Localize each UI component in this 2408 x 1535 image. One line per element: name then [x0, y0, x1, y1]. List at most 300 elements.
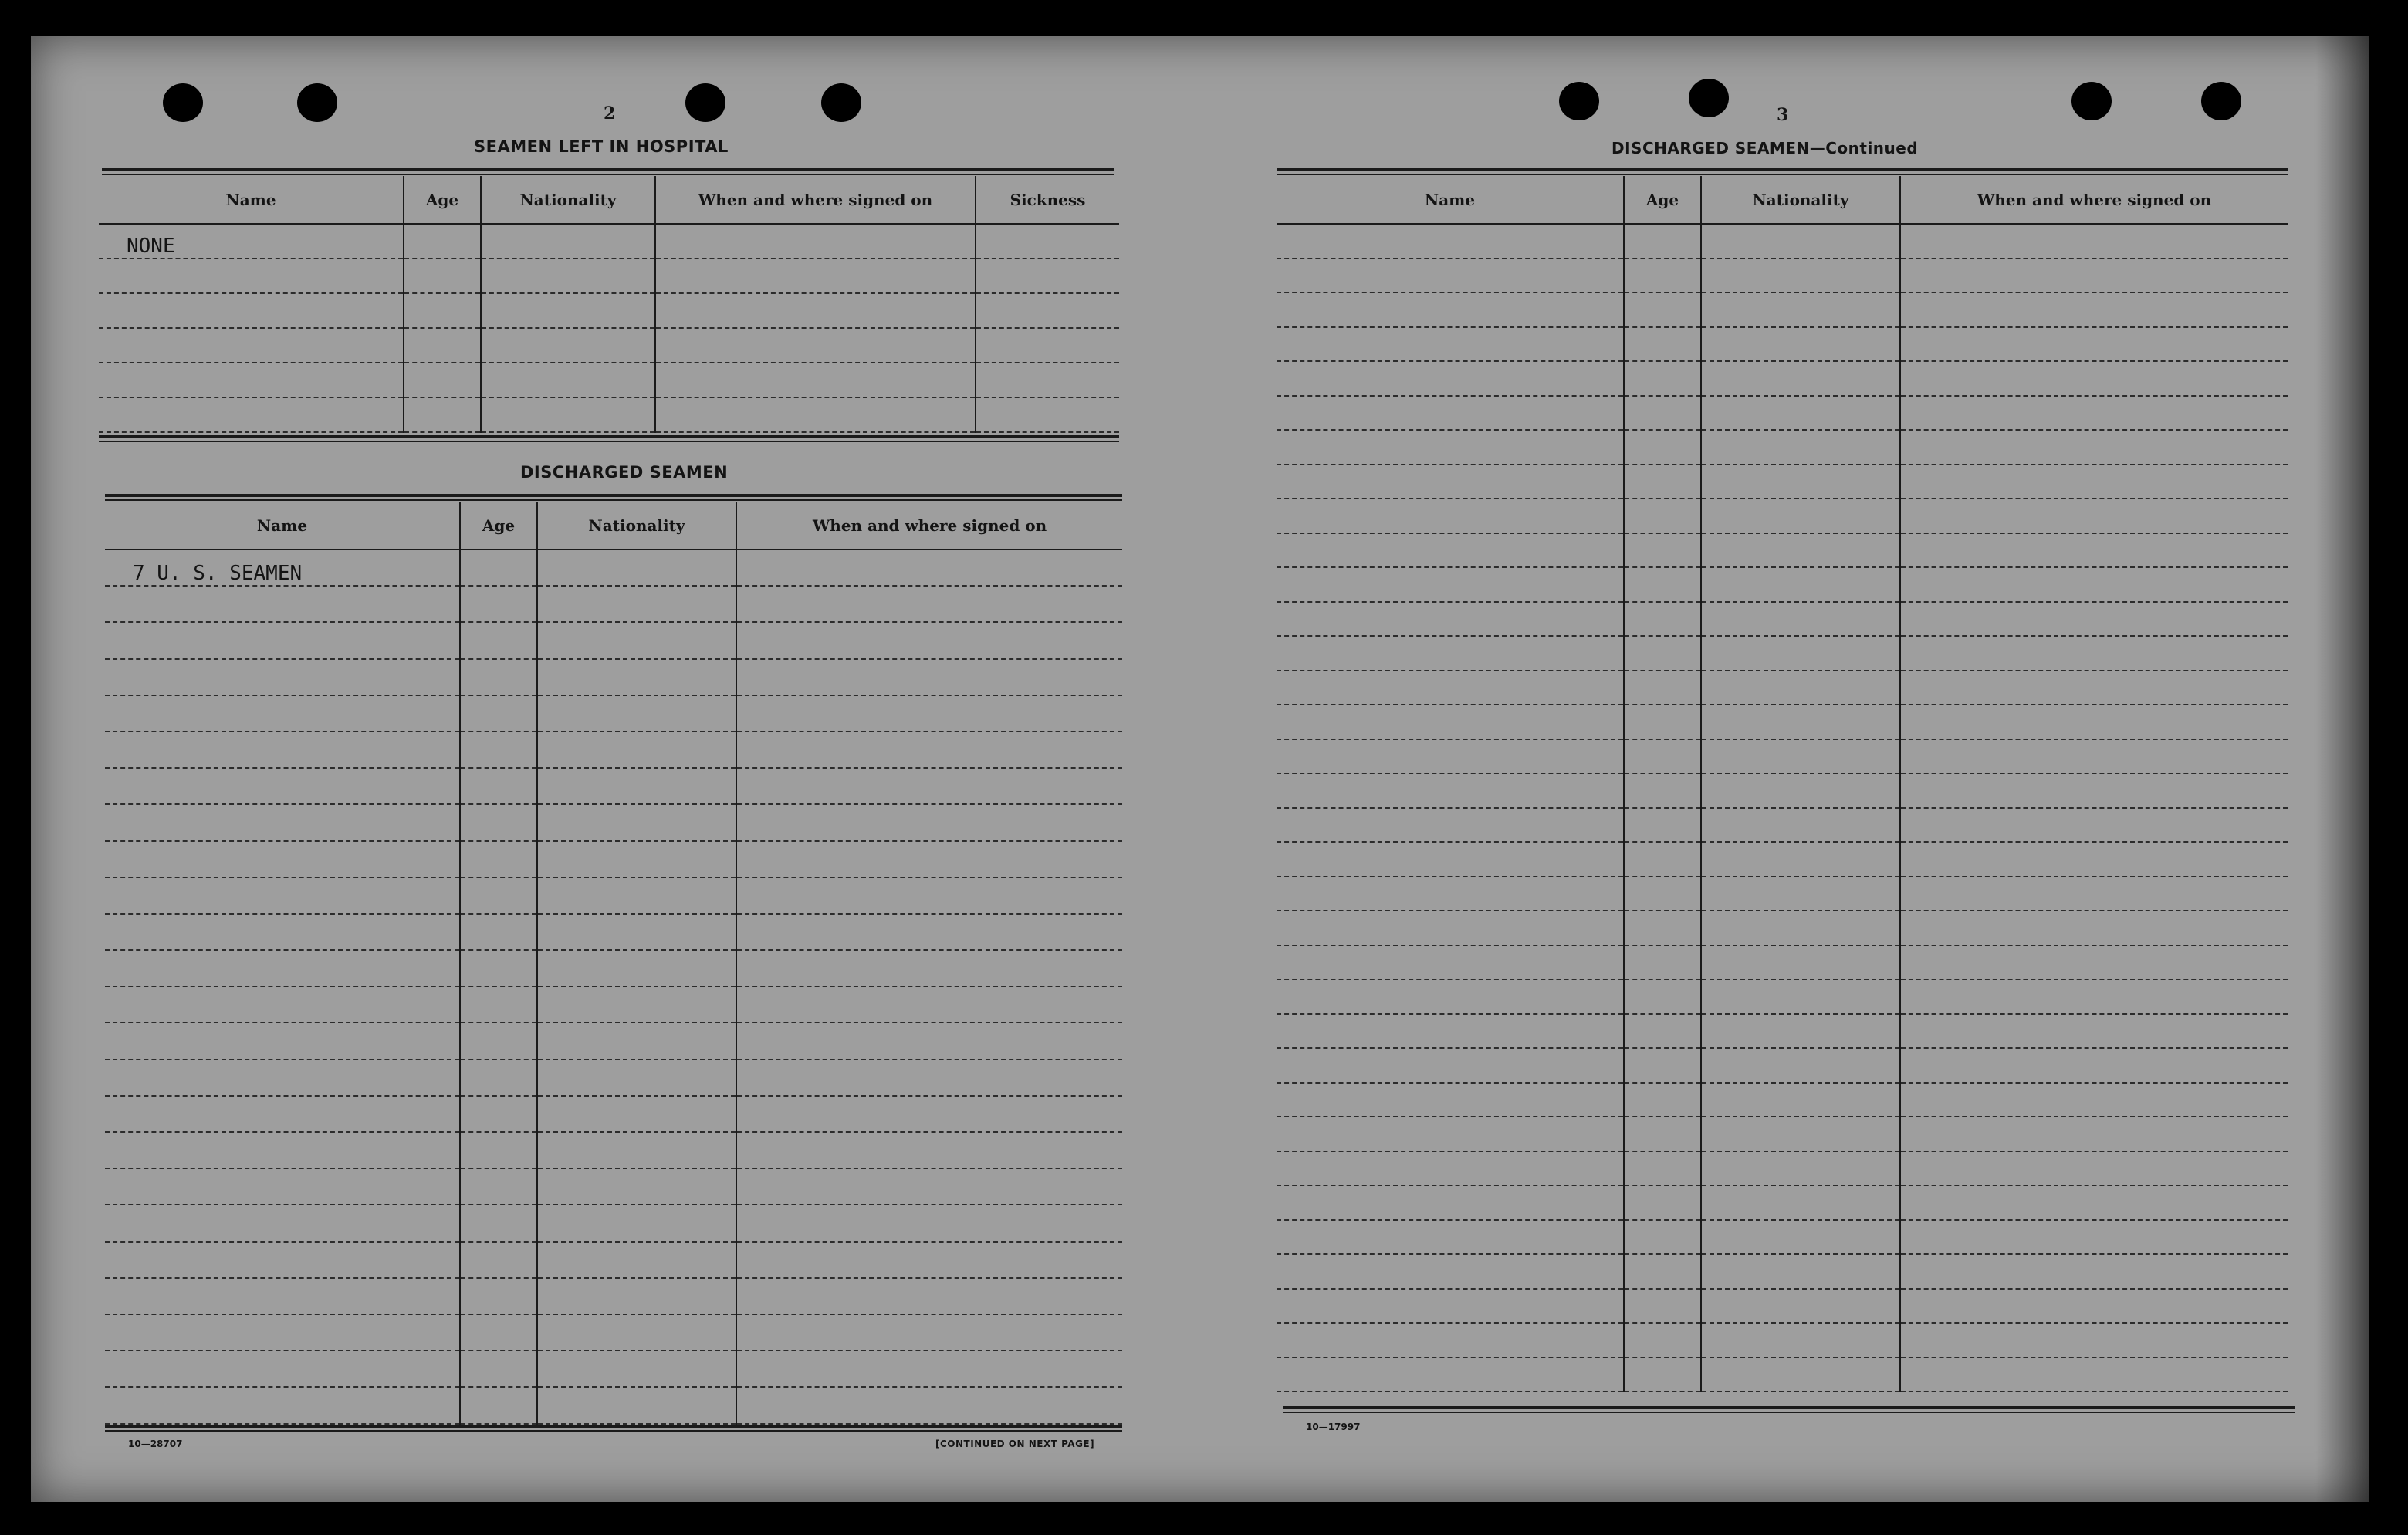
table-cell [105, 1132, 460, 1168]
table-cell [481, 293, 655, 328]
table-cell [105, 768, 460, 804]
table-cell [655, 328, 976, 363]
table-cell [1701, 465, 1900, 499]
table-row [1277, 499, 2288, 533]
table-row [1277, 945, 2288, 980]
table-cell [1277, 567, 1624, 602]
table-row [1277, 911, 2288, 945]
table-row [105, 1096, 1122, 1132]
table-cell [537, 1205, 736, 1241]
table-cell [736, 1314, 1122, 1351]
table-cell [1624, 1117, 1701, 1151]
table-cell [1701, 1254, 1900, 1289]
table-cell [1701, 808, 1900, 843]
table-cell [1900, 430, 2288, 465]
discharged-table-header [105, 502, 1122, 549]
table-cell [655, 293, 976, 328]
table-cell [460, 586, 537, 622]
section-title-hospital: SEAMEN LEFT IN HOSPITAL [474, 137, 729, 156]
table-row [1277, 842, 2288, 877]
table-cell [1701, 911, 1900, 945]
table-row [1277, 1254, 2288, 1289]
table-cell [537, 986, 736, 1023]
table-cell [460, 914, 537, 950]
table-cell [460, 1096, 537, 1132]
table-cell [481, 397, 655, 432]
table-cell [460, 1278, 537, 1314]
table-cell [736, 1132, 1122, 1168]
table-cell [736, 1060, 1122, 1096]
table-cell [537, 877, 736, 914]
table-row [1277, 739, 2288, 774]
table-row [99, 293, 1119, 328]
table-row [105, 695, 1122, 732]
column-header: When and where signed on [736, 502, 1122, 549]
table-cell [976, 293, 1119, 328]
table-cell [404, 397, 481, 432]
table-cell [1277, 533, 1624, 568]
table-cell [537, 1314, 736, 1351]
table-cell [537, 1096, 736, 1132]
table-cell [1900, 1151, 2288, 1186]
table-row [1277, 1117, 2288, 1151]
table-row [105, 1387, 1122, 1423]
table-cell [481, 224, 655, 259]
table-row [105, 1314, 1122, 1351]
table-cell [1277, 1254, 1624, 1289]
table-cell [1277, 705, 1624, 739]
table-row [99, 363, 1119, 397]
table-cell [99, 363, 404, 397]
table-cell [105, 1278, 460, 1314]
table-row [105, 1242, 1122, 1278]
punch-hole [297, 83, 337, 122]
table-cell [1624, 773, 1701, 808]
discharged-continued-table-header [1277, 176, 2288, 224]
table-cell [537, 1387, 736, 1423]
table-cell [1701, 499, 1900, 533]
table-cell [404, 328, 481, 363]
table-cell [1701, 1083, 1900, 1117]
table-cell [1277, 1220, 1624, 1255]
table-cell [460, 1132, 537, 1168]
column-header: Age [1624, 176, 1701, 224]
table-cell [1624, 259, 1701, 293]
table-cell [537, 1242, 736, 1278]
table-cell [736, 950, 1122, 986]
table-cell [736, 1023, 1122, 1059]
table-cell [537, 622, 736, 658]
form-code-left: 10—28707 [128, 1439, 183, 1449]
table-cell [481, 328, 655, 363]
table-cell [1624, 671, 1701, 705]
table-row [105, 804, 1122, 840]
table-cell [1277, 842, 1624, 877]
table-cell [1900, 1048, 2288, 1083]
table-cell [105, 1242, 460, 1278]
table-row [1277, 1220, 2288, 1255]
table-cell [537, 695, 736, 732]
table-cell [105, 804, 460, 840]
table-cell [1277, 259, 1624, 293]
table-cell [1900, 292, 2288, 327]
table-cell [1277, 1117, 1624, 1151]
column-header: Nationality [1701, 176, 1900, 224]
table-cell [1900, 1083, 2288, 1117]
table-cell [1624, 465, 1701, 499]
table-cell [1277, 945, 1624, 980]
table-cell [1624, 396, 1701, 431]
table-row [1277, 1048, 2288, 1083]
table-cell [1624, 911, 1701, 945]
table-cell [460, 1168, 537, 1205]
table-cell [460, 768, 537, 804]
table-cell [1277, 808, 1624, 843]
table-cell [1624, 430, 1701, 465]
table-cell [537, 841, 736, 877]
table-cell [537, 586, 736, 622]
table-cell [1701, 1014, 1900, 1049]
section-rule [105, 1425, 1122, 1432]
table-cell [537, 1168, 736, 1205]
table-row [1277, 533, 2288, 568]
table-cell [1624, 636, 1701, 671]
table-row [1277, 224, 2288, 259]
table-row [1277, 465, 2288, 499]
table-cell [105, 950, 460, 986]
section-rule [1277, 168, 2288, 175]
table-cell [736, 841, 1122, 877]
table-cell [537, 1060, 736, 1096]
table-cell [460, 622, 537, 658]
table-row [105, 622, 1122, 658]
table-cell [105, 986, 460, 1023]
table-row [1277, 979, 2288, 1014]
column-header: Nationality [537, 502, 736, 549]
table-cell [1277, 602, 1624, 637]
table-row [1277, 1185, 2288, 1220]
table-cell [105, 1096, 460, 1132]
table-cell [1624, 1185, 1701, 1220]
table-cell [1701, 1289, 1900, 1324]
table-row [105, 549, 1122, 586]
section-title-suffix: —Continued [1809, 139, 1919, 157]
table-cell [655, 397, 976, 432]
table-cell [105, 1023, 460, 1059]
table-cell [655, 259, 976, 293]
table-cell [460, 1387, 537, 1423]
table-cell [1624, 808, 1701, 843]
table-cell [1624, 877, 1701, 911]
table-cell [1277, 361, 1624, 396]
table-cell [1900, 773, 2288, 808]
table-cell [1624, 1323, 1701, 1357]
table-cell [1701, 567, 1900, 602]
table-cell [460, 986, 537, 1023]
table-cell [1701, 1048, 1900, 1083]
table-row [99, 259, 1119, 293]
table-row [1277, 361, 2288, 396]
column-header: Name [105, 502, 460, 549]
table-row [105, 986, 1122, 1023]
column-header: Age [404, 176, 481, 224]
table-cell [537, 768, 736, 804]
table-cell [736, 1351, 1122, 1387]
table-cell [1624, 1083, 1701, 1117]
table-cell [1624, 1220, 1701, 1255]
table-cell [105, 659, 460, 695]
column-header: Age [460, 502, 537, 549]
table-cell [736, 914, 1122, 950]
table-cell [1900, 739, 2288, 774]
table-cell [1701, 1117, 1900, 1151]
table-cell [460, 1242, 537, 1278]
continued-note: [CONTINUED ON NEXT PAGE] [935, 1439, 1095, 1449]
table-cell [1701, 1323, 1900, 1357]
column-header: Sickness [976, 176, 1119, 224]
table-cell [736, 695, 1122, 732]
table-cell [460, 695, 537, 732]
table-cell [736, 1242, 1122, 1278]
table-cell [105, 1168, 460, 1205]
table-cell [736, 732, 1122, 768]
table-row [1277, 1289, 2288, 1324]
table-cell [1900, 945, 2288, 980]
table-cell [1701, 533, 1900, 568]
punch-hole [1559, 82, 1599, 120]
table-cell [1900, 224, 2288, 259]
table-cell [1624, 292, 1701, 327]
table-cell [1701, 1220, 1900, 1255]
table-row [105, 877, 1122, 914]
table-row [105, 659, 1122, 695]
punch-hole [1689, 79, 1729, 117]
table-cell [655, 363, 976, 397]
table-cell [1900, 499, 2288, 533]
table-cell [1277, 1083, 1624, 1117]
table-cell [1900, 602, 2288, 637]
table-row [105, 586, 1122, 622]
table-row [105, 841, 1122, 877]
table-row [105, 1351, 1122, 1387]
table-cell [1277, 1323, 1624, 1357]
table-cell [1701, 259, 1900, 293]
table-cell [976, 397, 1119, 432]
table-row [1277, 327, 2288, 362]
table-cell [1900, 567, 2288, 602]
table-cell: 7 U. S. SEAMEN [105, 549, 460, 586]
table-row [1277, 1083, 2288, 1117]
table-cell [736, 1168, 1122, 1205]
table-cell [1277, 1151, 1624, 1186]
table-cell [1701, 1185, 1900, 1220]
table-cell [1701, 327, 1900, 362]
table-row [1277, 877, 2288, 911]
table-cell [460, 549, 537, 586]
table-cell [736, 586, 1122, 622]
table-cell [1701, 396, 1900, 431]
table-row [105, 1023, 1122, 1059]
table-cell [1701, 979, 1900, 1014]
column-header: Name [1277, 176, 1624, 224]
table-row [105, 1060, 1122, 1096]
table-cell [537, 659, 736, 695]
table-row [1277, 292, 2288, 327]
table-cell [1900, 259, 2288, 293]
table-cell [404, 224, 481, 259]
table-cell [1624, 945, 1701, 980]
table-cell [976, 363, 1119, 397]
table-cell [105, 1314, 460, 1351]
table-cell [1277, 224, 1624, 259]
table-cell [1900, 979, 2288, 1014]
table-row [1277, 671, 2288, 705]
table-cell [1624, 842, 1701, 877]
table-cell [1624, 1289, 1701, 1324]
table-cell [736, 768, 1122, 804]
punch-hole [2071, 82, 2112, 120]
table-cell [1624, 602, 1701, 637]
table-cell [1277, 739, 1624, 774]
table-cell [1624, 361, 1701, 396]
column-header: Nationality [481, 176, 655, 224]
table-cell [736, 549, 1122, 586]
table-cell [1277, 499, 1624, 533]
table-cell [1624, 327, 1701, 362]
table-cell [460, 1023, 537, 1059]
table-cell [1277, 1289, 1624, 1324]
table-cell [1900, 1014, 2288, 1049]
table-cell [460, 804, 537, 840]
table-cell [1900, 671, 2288, 705]
table-row [105, 1278, 1122, 1314]
section-title-text: DISCHARGED SEAMEN [1612, 139, 1810, 157]
table-cell [1624, 705, 1701, 739]
table-cell [655, 224, 976, 259]
table-row [99, 397, 1119, 432]
table-cell [105, 622, 460, 658]
table-row [1277, 1151, 2288, 1186]
table-cell [537, 914, 736, 950]
table-cell [1277, 1014, 1624, 1049]
table-cell [537, 549, 736, 586]
table-row [105, 950, 1122, 986]
column-header: When and where signed on [1900, 176, 2288, 224]
section-rule [105, 494, 1122, 501]
table-cell [105, 1205, 460, 1241]
page-number-right: 3 [1777, 105, 1789, 125]
table-cell [460, 659, 537, 695]
table-cell [1701, 1357, 1900, 1392]
punch-hole [821, 83, 861, 122]
table-cell [1900, 1117, 2288, 1151]
table-cell [460, 1060, 537, 1096]
section-title-discharged-continued [1612, 139, 1918, 157]
table-cell [105, 1351, 460, 1387]
table-cell [736, 986, 1122, 1023]
table-cell [976, 224, 1119, 259]
table-cell [1900, 1323, 2288, 1357]
table-cell [1701, 636, 1900, 671]
table-cell [1900, 1220, 2288, 1255]
table-cell [1277, 1048, 1624, 1083]
table-cell [1277, 430, 1624, 465]
table-row [1277, 602, 2288, 637]
table-row [105, 1168, 1122, 1205]
table-cell [537, 950, 736, 986]
table-cell [1900, 705, 2288, 739]
table-row [1277, 567, 2288, 602]
table-cell [1624, 979, 1701, 1014]
table-cell [976, 328, 1119, 363]
table-cell [1701, 877, 1900, 911]
table-row [99, 328, 1119, 363]
table-row [1277, 1014, 2288, 1049]
table-cell [105, 586, 460, 622]
table-cell [1900, 361, 2288, 396]
table-cell [736, 877, 1122, 914]
table-row [1277, 808, 2288, 843]
hospital-table-header [99, 176, 1119, 224]
table-cell [460, 950, 537, 986]
table-cell [537, 1023, 736, 1059]
table-cell [1277, 1357, 1624, 1392]
table-cell [736, 1278, 1122, 1314]
table-cell [460, 1351, 537, 1387]
table-cell [1277, 979, 1624, 1014]
table-cell [1624, 739, 1701, 774]
table-cell [736, 659, 1122, 695]
table-cell [1701, 430, 1900, 465]
document-sheet [31, 36, 2369, 1502]
table-row [1277, 773, 2288, 808]
table-cell [99, 328, 404, 363]
table-row [105, 732, 1122, 768]
table-cell: NONE [99, 224, 404, 259]
table-cell [1624, 1357, 1701, 1392]
table-cell [1624, 533, 1701, 568]
table-cell [404, 293, 481, 328]
table-row [105, 768, 1122, 804]
discharged-table [105, 502, 1122, 1425]
table-cell [99, 293, 404, 328]
punch-hole [685, 83, 725, 122]
table-cell [537, 1278, 736, 1314]
punch-hole [2201, 82, 2241, 120]
table-cell [404, 259, 481, 293]
form-code-right: 10—17997 [1306, 1422, 1361, 1432]
table-cell [404, 363, 481, 397]
table-cell [105, 1387, 460, 1423]
table-cell [481, 363, 655, 397]
table-cell [1900, 877, 2288, 911]
table-row [1277, 636, 2288, 671]
table-cell [1701, 224, 1900, 259]
table-cell [1900, 396, 2288, 431]
table-cell [460, 841, 537, 877]
table-cell [1277, 671, 1624, 705]
table-cell [1277, 911, 1624, 945]
table-cell [1624, 224, 1701, 259]
table-cell [1900, 842, 2288, 877]
table-cell [1900, 1357, 2288, 1392]
section-rule [1283, 1406, 2295, 1413]
table-cell [460, 732, 537, 768]
table-cell [99, 259, 404, 293]
table-row [1277, 1357, 2288, 1392]
table-cell [1701, 602, 1900, 637]
table-cell [1701, 705, 1900, 739]
